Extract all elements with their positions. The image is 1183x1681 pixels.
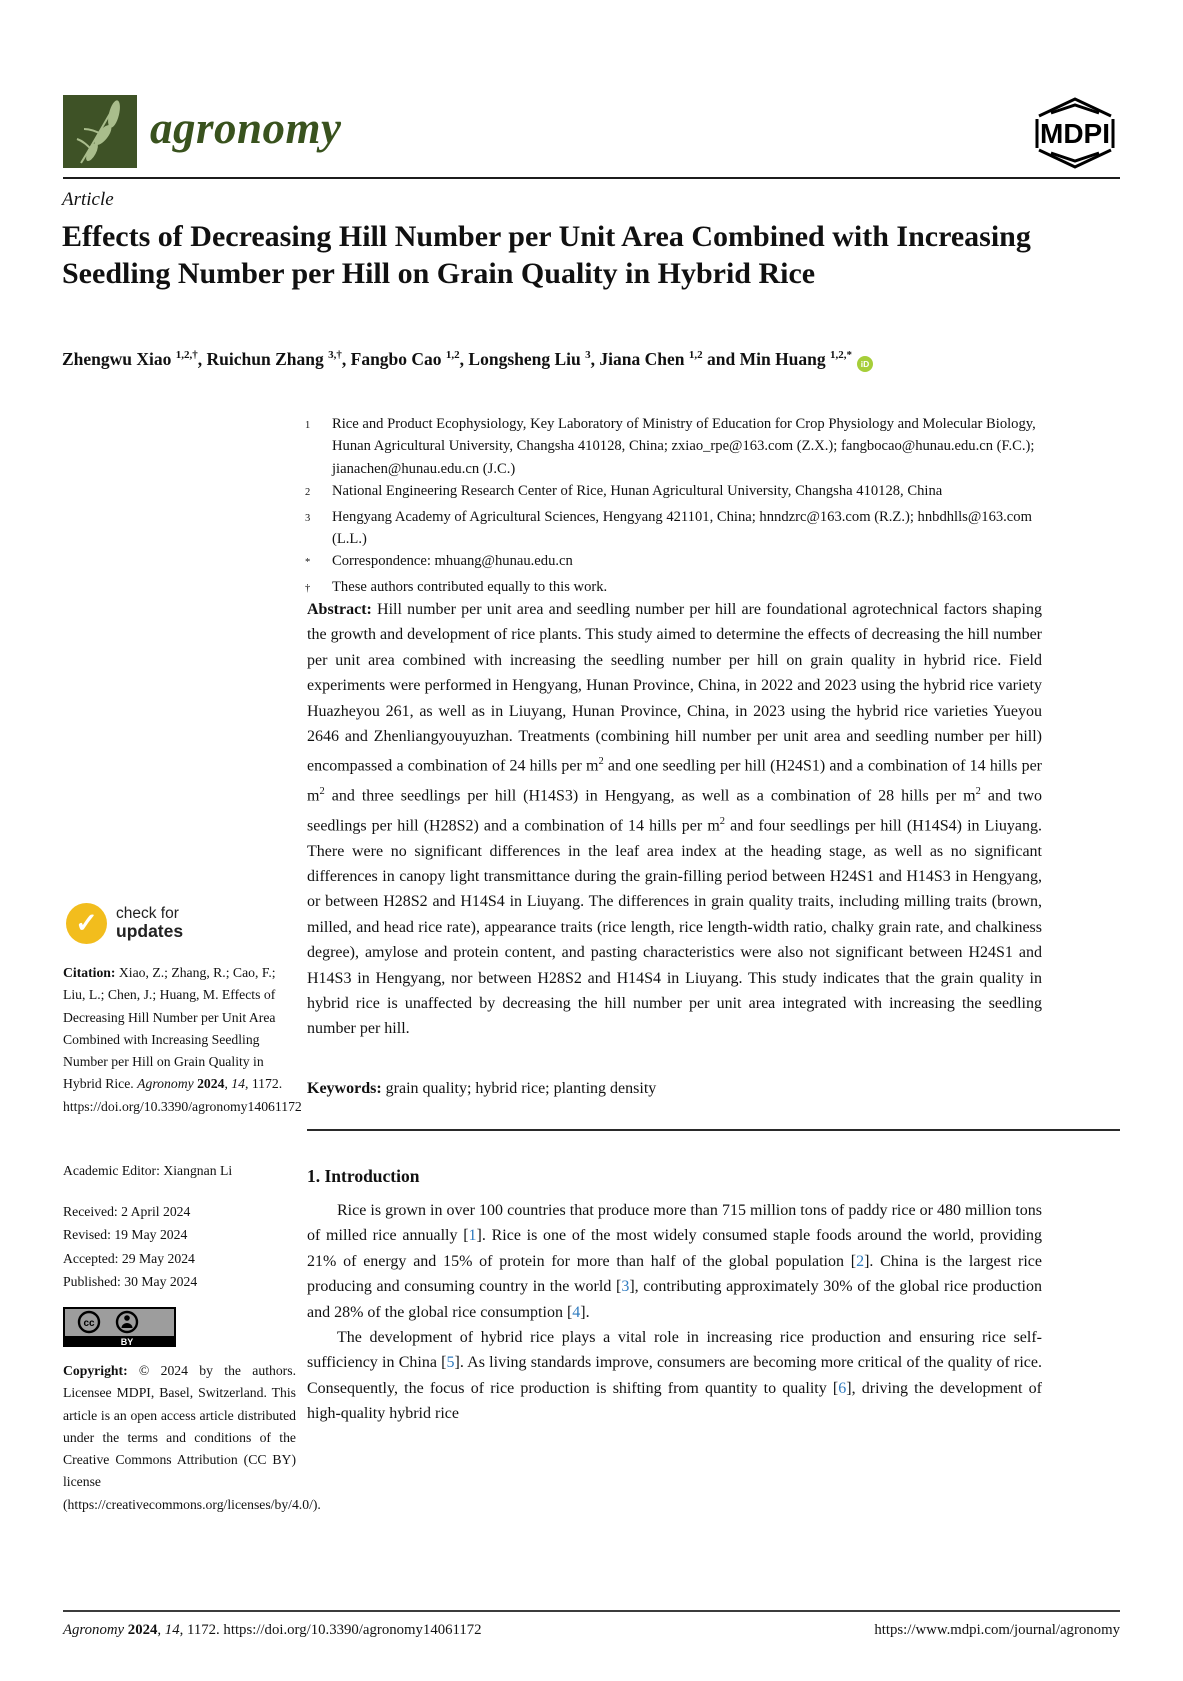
footer	[63, 1622, 1120, 1639]
citation-label: Citation:	[63, 965, 116, 980]
by-label: BY	[120, 1336, 134, 1347]
keywords-text: grain quality; hybrid rice; planting density	[385, 1080, 657, 1097]
author: Longsheng Liu $^3$,	[468, 349, 600, 369]
footer-doi-link[interactable]: , 1172. https://doi.org/10.3390/agronomy14061172	[179, 1622, 482, 1638]
citation-ref-6[interactable]: 6	[838, 1379, 847, 1397]
history-dates	[63, 1200, 295, 1294]
accepted-date: Accepted: 29 May 2024	[63, 1250, 195, 1266]
citation-ref-1[interactable]: 1	[468, 1227, 477, 1245]
received-date: Received: 2 April 2024	[63, 1204, 191, 1219]
citation-doi-link[interactable]: , 1172. https://doi.org/10.3390/agronomy14061172	[63, 1076, 302, 1114]
mdpi-logo	[1028, 96, 1122, 175]
checkmark-icon: ✓	[66, 903, 107, 944]
affiliation-text: Rice and Product Ecophysiology, Key Laboratory of Ministry of Education for Crop Physiology and Molecular Biology, Hunan Agricultural University, Changsha 410128, China; zxiao_rpe@163.com (Z.X.); fangbocao@hunau.edu.cn (F.C.); jianachen@hunau.edu.cn (J.C.)	[332, 416, 1036, 477]
journal-name: agronomy	[150, 103, 342, 153]
mdpi-logo-text: MDPI	[1040, 118, 1110, 149]
citation-ref-5[interactable]: 5	[446, 1354, 455, 1372]
footer-journal-url[interactable]: https://www.mdpi.com/journal/agronomy	[874, 1622, 1120, 1638]
revised-date: Revised: 19 May 2024	[63, 1227, 188, 1243]
author: Min Huang $^{1,2,*}$	[739, 349, 853, 369]
author: Ruichun Zhang $^{3,\dagger}$,	[206, 349, 351, 369]
keywords-label: Keywords:	[307, 1080, 382, 1097]
affiliation-text: Hengyang Academy of Agricultural Sciences, Hengyang 421101, China; hnndzrc@163.com (R.Z.); hnbdhlls@163.com (L.L.)	[332, 508, 1032, 548]
keywords-divider	[307, 1129, 1120, 1131]
correspondence-row	[305, 550, 1053, 575]
abstract: Abstract: Hill number per unit area and seedling number per hill are foundational agrotechnical factors shaping the growth and development of rice plants. This study aimed to determine the effects of decreasing the hill number per unit area combined with increasing the seedling number per hill on grain quality in hybrid rice. Field experiments were performed in Hengyang, Hunan Province, China, in 2022 and 2023 using the hybrid rice variety Huazheyou 261, as well as in Liuyang, Hunan Province, China, in 2023 using the hybrid rice varieties Yueyou 2646 and Zhenliangyouyuzhan. Treatments (combining hill number per unit area and seedling number per hill) encompassed a combination of 24 hills per $m^2$ and one seedling per hill (H24S1) and a combination of 14 hills per $m^2$ and three seedlings per hill (H14S3) in Hengyang, as well as a combination of 28 hills per $m^2$ and two seedlings per hill (H28S2) and a combination of 14 hills per $m^2$ and four seedlings per hill (H14S4) in Liuyang. There were no significant differences in the leaf area index at the heading stage, as well as no significant differences in canopy light transmittance during the grain-filling period between H24S1 and H14S3 in Hengyang, or between H28S2 and H14S4 in Liuyang. The differences in grain quality traits, including milling traits (brown, milled, and head rice rate), appearance traits (rice length, rice length-width ratio, chalky grain rate, and chalkiness degree), amylose and protein content, and pasting characteristics were also not significant between H24S1 and H14S3 in Hengyang, nor between H28S2 and H14S4 in Liuyang. This study indicates that the grain quality in hybrid rice is unaffected by decreasing the hill number per unit area integrated with increasing the seedling number per hill.	[307, 601, 1043, 1038]
equal-contribution-text: These authors contributed equally to this work.	[332, 578, 608, 595]
affiliation-row	[305, 480, 1053, 505]
correspondence-text: Correspondence: mhuang@hunau.edu.cn	[332, 553, 573, 570]
footer-citation: Agronomy 2024, 14, 1172. https://doi.org/10.3390/agronomy14061172	[63, 1622, 482, 1638]
article-type-label: Article	[62, 189, 114, 210]
citation-ref-2[interactable]: 2	[856, 1252, 865, 1270]
introduction-body	[307, 1198, 1042, 1427]
equal-contribution-marker: †	[305, 582, 311, 594]
check-for-updates-badge[interactable]	[66, 903, 183, 944]
section-heading-introduction: 1. Introduction	[307, 1166, 420, 1186]
affiliation-marker: 2	[305, 487, 311, 499]
badge-text: check for updates	[116, 905, 184, 942]
orcid-icon[interactable]: iD	[857, 356, 873, 372]
citation-ref-4[interactable]: 4	[572, 1303, 581, 1321]
journal-logo	[63, 95, 137, 168]
intro-paragraph-1: Rice is grown in over 100 countries that produce more than 715 million tons of paddy rice or 480 million tons of milled rice annually [1]. Rice is one of the most widely consumed staple foods around the world, providing 21% of energy and 15% of protein for more than half of the global population [2]. China is the largest rice producing and consuming country in the world [3], contributing approximately 30% of the global rice production and 28% of the global rice consumption [4].	[307, 1202, 1043, 1321]
affiliations-block	[305, 413, 1053, 601]
copyright-label: Copyright:	[63, 1363, 128, 1378]
citation-ref-3[interactable]: 3	[621, 1278, 630, 1296]
header-divider	[63, 177, 1120, 179]
affiliation-text: National Engineering Research Center of Rice, Hunan Agricultural University, Changsha 410128, China	[332, 483, 943, 500]
cc-icon-text: cc	[83, 1317, 95, 1329]
intro-paragraph-2: The development of hybrid rice plays a vital role in increasing rice production and ensuring rice self-sufficiency in China [5]. As living standards improve, consumers are becoming more critical of the quality of rice. Consequently, the focus of rice production is shifting from quantity to quality [6], driving the development of high-quality hybrid rice	[307, 1329, 1043, 1423]
article-title: Effects of Decreasing Hill Number per Unit Area Combined with Increasing Seedling Number per Hill on Grain Quality in Hybrid Rice	[62, 220, 1031, 290]
author: Jiana Chen $^{1,2}$ and	[599, 349, 740, 369]
academic-editor-line: Academic Editor: Xiangnan Li	[63, 1163, 233, 1178]
affiliation-marker: 1	[305, 420, 311, 431]
author: Zhengwu Xiao $^{1,2,\dagger}$,	[62, 349, 207, 369]
wheat-icon	[63, 95, 137, 168]
affiliation-marker: 3	[305, 512, 311, 524]
correspondence-marker: *	[305, 557, 311, 569]
abstract-label: Abstract:	[307, 601, 372, 618]
affiliation-row	[305, 413, 1053, 480]
cc-by-license-badge[interactable]	[63, 1307, 176, 1352]
authors-line	[62, 349, 1067, 372]
keywords-line	[307, 1080, 1042, 1098]
author: Fangbo Cao $^{1,2}$,	[350, 349, 469, 369]
citation-block: Citation: Xiao, Z.; Zhang, R.; Cao, F.; Liu, L.; Chen, J.; Huang, M. Effects of Decreasing Hill Number per Unit Area Combined with Increasing Seedling Number per Hill on Grain Quality in Hybrid Rice. Agronomy 2024, 14, 1172. https://doi.org/10.3390/agronomy14061172	[63, 965, 302, 1114]
affiliation-row	[305, 506, 1053, 551]
footer-divider	[63, 1610, 1120, 1612]
published-date: Published: 30 May 2024	[63, 1274, 198, 1290]
copyright-block: Copyright: © 2024 by the authors. Licensee MDPI, Basel, Switzerland. This article is an open access article distributed under the terms and conditions of the Creative Commons Attribution (CC BY) license (https://creativecommons.org/licenses/by/4.0/).	[63, 1363, 321, 1512]
